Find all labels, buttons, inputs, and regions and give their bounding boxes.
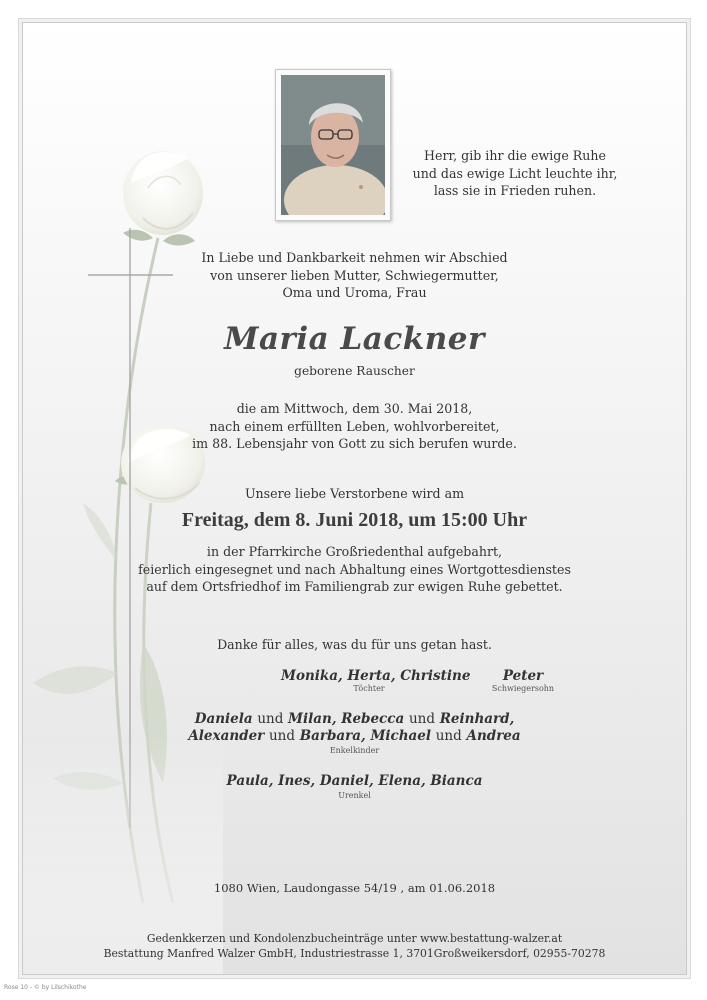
intro-line: In Liebe und Dankbarkeit nehmen wir Abschied: [201, 250, 508, 265]
death-line: nach einem erfüllten Leben, wohlvorbereitet,: [209, 418, 500, 434]
ceremony-lead: Unsere liebe Verstorbene wird am: [244, 486, 465, 501]
deceased-name: Maria Lackner: [224, 321, 485, 357]
great-grandchildren-names: Paula, Ines, Daniel, Elena, Bianca: [226, 773, 483, 789]
ceremony-date: Freitag, dem 8. Juni 2018, um 15:00 Uhr: [181, 509, 528, 531]
prayer-quote: [391, 147, 639, 200]
intro-text: [23, 249, 686, 302]
death-text: [23, 400, 686, 453]
grandchild-name: Barbara: [299, 728, 362, 744]
footer-info: [23, 931, 686, 961]
address-date: 1080 Wien, Laudongasse 54/19 , am 01.06.2018: [213, 881, 496, 895]
image-credit: Rose 10 - © by Lilschikothe: [4, 984, 87, 991]
grandchildren-line-2: Alexander und Barbara, Michael und Andrea: [188, 728, 521, 744]
footer-line: Bestattung Manfred Walzer GmbH, Industriestrasse 1, 3701Großweikersdorf, 02955-70278: [103, 947, 606, 960]
thanks-text: Danke für alles, was du für uns getan hast.: [217, 637, 492, 652]
portrait-photo: [275, 69, 391, 221]
daughters-group: [281, 668, 471, 693]
grandchild-name: Andrea: [466, 728, 521, 744]
soninlaw-role: Schwiegersohn: [491, 684, 555, 693]
ceremony-details: [23, 543, 686, 596]
und-word: und: [268, 728, 296, 744]
daughters-role: Töchter: [353, 684, 385, 693]
und-word: und: [408, 711, 435, 727]
grandchildren-line-1: Daniela und Milan, Rebecca und Reinhard,: [194, 711, 515, 727]
grandchild-name: Daniela: [194, 711, 253, 727]
soninlaw-name: Peter: [502, 668, 544, 684]
quote-line: und das ewige Licht leuchte ihr,: [412, 165, 618, 181]
grandchild-name: Rebecca: [341, 711, 405, 727]
death-line: im 88. Lebensjahr von Gott zu sich berufen wurde.: [192, 436, 517, 451]
ceremony-line: in der Pfarrkirche Großriedenthal aufgebahrt,: [206, 544, 503, 559]
maiden-name: geborene Rauscher: [294, 364, 415, 378]
grandchild-name: Milan: [288, 711, 332, 727]
great-grandchildren-role: Urenkel: [338, 791, 371, 800]
ceremony-line: feierlich eingesegnet und nach Abhaltung eines Wortgottesdienstes: [138, 561, 571, 577]
soninlaw-group: [483, 668, 563, 693]
footer-line: Gedenkkerzen und Kondolenzbucheinträge unter www.bestattung-walzer.at: [146, 932, 563, 945]
death-line: die am Mittwoch, dem 30. Mai 2018,: [236, 401, 473, 416]
intro-line: von unserer lieben Mutter, Schwiegermutter,: [210, 267, 499, 283]
parte-card: [22, 22, 687, 975]
quote-line: lass sie in Frieden ruhen.: [433, 183, 597, 198]
grandchild-name: Reinhard: [439, 711, 510, 727]
daughters-names: Monika, Herta, Christine: [281, 668, 471, 684]
intro-line: Oma und Uroma, Frau: [282, 285, 427, 300]
grandchildren-role: Enkelkinder: [329, 746, 380, 755]
portrait-image: [281, 75, 385, 215]
quote-line: Herr, gib ihr die ewige Ruhe: [424, 148, 606, 163]
grandchild-name: Michael: [370, 728, 432, 744]
und-word: und: [257, 711, 284, 727]
ceremony-line: auf dem Ortsfriedhof im Familiengrab zur ewigen Ruhe gebettet.: [146, 579, 563, 594]
und-word: und: [435, 728, 462, 744]
grandchild-name: Alexander: [188, 728, 265, 744]
